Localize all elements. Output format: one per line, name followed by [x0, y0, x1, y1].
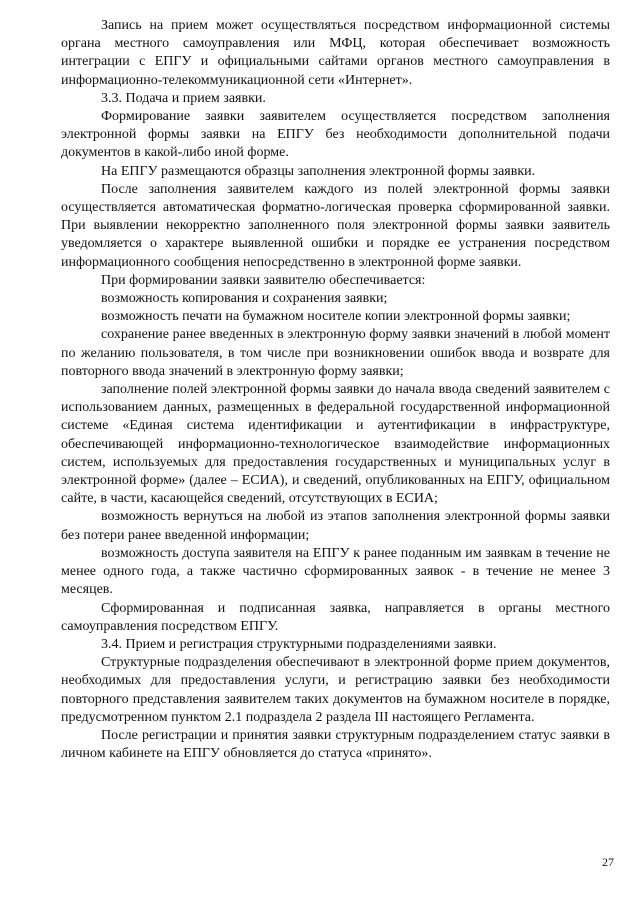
list-item-copy-save: возможность копирования и сохранения заявки; [101, 291, 388, 307]
section-heading-3-3: 3.3. Подача и прием заявки. [101, 90, 266, 106]
list-item-access-history: возможность доступа заявителя на ЕПГУ к ранее поданным им заявкам в течение не менее одного года, а также частично сформированных заявок - в течение не менее 3 месяцев. [61, 545, 610, 598]
page-body [61, 17, 610, 763]
paragraph-format-check: После заполнения заявителем каждого из полей электронной формы заявки осуществляется автоматическая форматно-логическая проверка сформированной заявки. При выявлении некорректно заполненного поля электронной формы заявки заявитель уведомляется о характере выявленной ошибки и порядке ее устранения посредством информационного сообщения непосредственно в электронной форме заявки. [61, 181, 610, 270]
section-heading-3-4: 3.4. Прием и регистрация структурными подразделениями заявки. [101, 636, 497, 652]
paragraph-form-samples: На ЕПГУ размещаются образцы заполнения электронной формы заявки. [101, 163, 536, 179]
paragraph-status-update: После регистрации и принятия заявки структурным подразделением статус заявки в личном кабинете на ЕПГУ обновляется до статуса «принято». [61, 727, 610, 762]
list-item-prefill-esia: заполнение полей электронной формы заявки до начала ввода сведений заявителем с использованием данных, размещенных в федеральной государственной информационной системе «Единая система идентификации и аутентификации в инфраструктуре, обеспечивающей информационно-технологическое взаимодействие информационных систем, используемых для предоставления государственных и муниципальных услуг в электронной форме» (далее – ЕСИА), и сведений, опубликованных на ЕПГУ, официальном сайте, в части, касающейся сведений, отсутствующих в ЕСИА; [61, 382, 610, 507]
page-number: 27 [602, 855, 614, 869]
paragraph-application-forming: Формирование заявки заявителем осуществляется посредством заполнения электронной формы заявки на ЕПГУ без необходимости дополнительной подачи документов в какой-либо иной форме. [61, 109, 610, 161]
list-item-return-step: возможность вернуться на любой из этапов заполнения электронной формы заявки без потери ранее введенной информации; [61, 509, 610, 543]
list-item-print: возможность печати на бумажном носителе копии электронной формы заявки; [101, 309, 571, 325]
paragraph-list-intro: При формировании заявки заявителю обеспечивается: [101, 272, 426, 288]
paragraph-reception: Структурные подразделения обеспечивают в электронной форме прием документов, необходимых для предоставления услуги, и регистрацию заявки без необходимости повторного представления заявителем таких документов на бумажном носителе в порядке, предусмотренном пунктом 2.1 подраздела 2 раздела III настоящего Регламента. [61, 655, 610, 725]
paragraph-submission: Сформированная и подписанная заявка, направляется в органы местного самоуправления посредством ЕПГУ. [61, 600, 610, 634]
paragraph-appointment-booking: Запись на прием может осуществляться посредством информационной системы органа местного самоуправления или МФЦ, которая обеспечивает возможность интеграции с ЕПГУ и официальными сайтами органов местного самоуправления в информационно-телекоммуникационной сети «Интернет». [61, 18, 610, 88]
list-item-save-values: сохранение ранее введенных в электронную форму заявки значений в любой момент по желанию пользователя, в том числе при возникновении ошибок ввода и возврате для повторного ввода значений в электронную форму заявки; [61, 327, 610, 379]
